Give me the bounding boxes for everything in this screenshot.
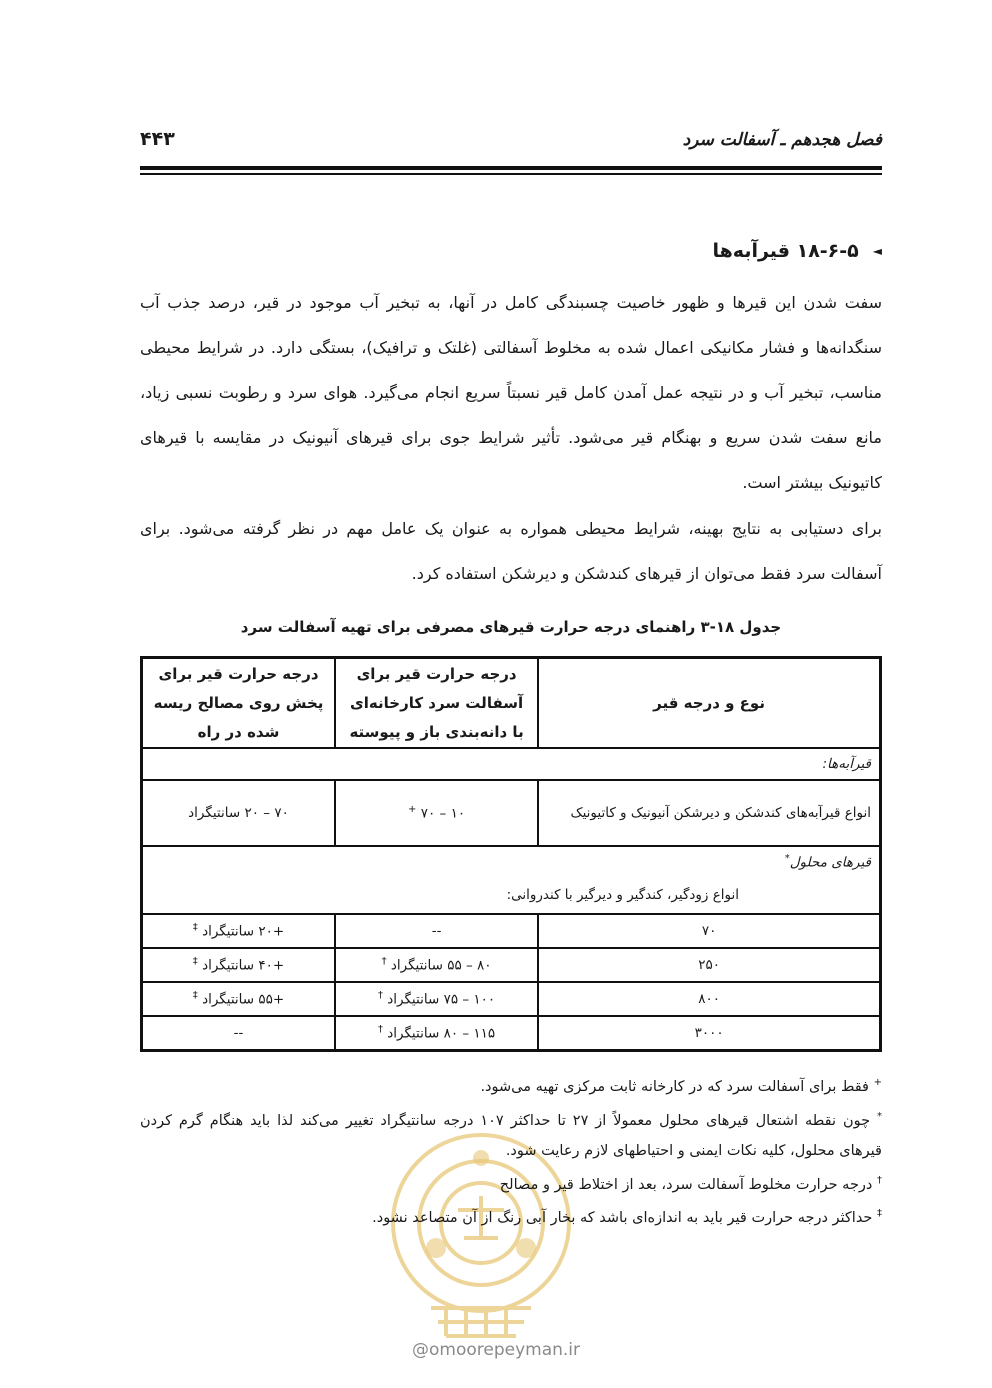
page-number: ۴۴۳ [140,128,175,150]
table-row [142,982,881,1016]
cell-type: ۳۰۰۰ [538,1016,880,1051]
table-row [142,948,881,982]
section-heading [712,240,882,262]
cell-spray: ۷۰ – ۲۰ سانتیگراد [142,780,336,846]
footnote-mark: † [377,1024,383,1036]
watermark-site: @omoorepeyman.ir [411,1340,581,1360]
cell-type: ۸۰۰ [538,982,880,1016]
paragraph-2: برای دستیابی به نتایج بهینه، شرایط محیطی همواره به عنوان یک عامل مهم در نظر گرفته می‌شود. برای آسفالت سرد فقط می‌توان از قیرهای کندشکن و دیرشکن استفاده کرد. [140,519,882,583]
table-row [142,914,881,948]
cell-type: انواع قیرآبه‌های کندشکن و دیرشکن آنیونیک و کاتیونیک [538,780,880,846]
table-row [142,780,881,846]
footnote-mark: * [784,853,790,865]
cell-spray: +۲۰ سانتیگراد ‡ [142,914,336,948]
footnote-mark: † [381,956,387,968]
note-mark: ‡ [877,1208,882,1220]
cell-plant-mix: ۱۰ – ۷۰ + [335,780,538,846]
group-sublabel-cutbacks: انواع زودگیر، کندگیر و دیرگیر با کندروانی: [142,877,881,914]
note-3: † درجه حرارت مخلوط آسفالت سرد، بعد از اختلاط قیر و مصالح [499,1174,882,1193]
cell-spray: +۵۵ سانتیگراد ‡ [142,982,336,1016]
temperature-table [140,656,882,1052]
group-subrow-cutbacks [142,877,881,914]
footnote-mark: + [408,804,417,816]
footnote-mark: ‡ [192,922,198,934]
header-plant-mix: درجه حرارت قیر برای آسفالت سرد کارخانه‌ای با دانه‌بندی باز و پیوسته [335,658,538,749]
footnote-mark: † [377,990,383,1002]
cell-type: ۲۵۰ [538,948,880,982]
table-row [142,1016,881,1051]
cell-plant-mix: -- [335,914,538,948]
note-mark: † [877,1174,882,1186]
note-1: + فقط برای آسفالت سرد که در کارخانه ثابت مرکزی تهیه می‌شود. [480,1077,882,1095]
table-header-row [142,658,881,749]
cell-spray: +۴۰ سانتیگراد ‡ [142,948,336,982]
note-mark: * [877,1110,882,1122]
header-type: نوع و درجه قیر [538,658,880,749]
cell-type: ۷۰ [538,914,880,948]
group-label-emulsions: قیرآبه‌ها: [142,748,881,780]
cell-spray: -- [142,1016,336,1051]
footnote-mark: ‡ [192,990,198,1002]
table-caption: جدول ۱۸-۳ راهنمای درجه حرارت قیرهای مصرفی برای تهیه آسفالت سرد [240,618,782,636]
header-rule-thin [140,173,882,175]
group-row-cutbacks [142,846,881,877]
section-title: ۱۸-۶-۵ قیرآبه‌ها [712,240,859,262]
table-notes [140,1068,882,1233]
cell-plant-mix: ۸۰ – ۵۵ سانتیگراد † [335,948,538,982]
cell-plant-mix: ۱۱۵ – ۸۰ سانتیگراد † [335,1016,538,1051]
header-rule-thick [140,166,882,170]
group-row-emulsions [142,748,881,780]
paragraph-1: سفت شدن این قیرها و ظهور خاصیت چسبندگی کامل در آنها، به تبخیر آب موجود در قیر، درصد جذب آب سنگدانه‌ها و فشار مکانیکی اعمال شده به مخلوط آسفالتی (غلتک و ترافیک)، بستگی دارد. در شرایط محیطی مناسب، تبخیر آب و در نتیجه عمل آمدن کامل قیر نسبتاً سریع انجام می‌گیرد. هوای سرد و رطوبت نسبی زیاد، مانع سفت شدن سریع و بهنگام قیر می‌شود. تأثیر شرایط جوی برای قیرهای آنیونیک در مقایسه با قیرهای کاتیونیک بیشتر است. [140,293,882,492]
group-label-cutbacks: قیرهای محلول* [142,846,881,877]
triangle-bullet-icon: ◄ [872,244,882,258]
note-2: * چون نقطه اشتعال قیرهای محلول معمولاً از ۲۷ تا حداکثر ۱۰۷ درجه سانتیگراد تغییر می‌کند لذا باید هنگام گرم کردن قیرهای محلول، کلیه نکات ایمنی و احتیاطهای لازم رعایت شود. [140,1110,882,1159]
chapter-title: فصل هجدهم ـ آسفالت سرد [682,130,882,150]
header-spray: درجه حرارت قیر برای پخش روی مصالح ریسه شده در راه [142,658,336,749]
footnote-mark: ‡ [192,956,198,968]
note-mark: + [873,1077,882,1088]
cell-plant-mix: ۱۰۰ – ۷۵ سانتیگراد † [335,982,538,1016]
note-4: ‡ حداکثر درجه حرارت قیر باید به اندازه‌ای باشد که بخار آبی رنگ از آن متصاعد نشود. [372,1208,882,1227]
